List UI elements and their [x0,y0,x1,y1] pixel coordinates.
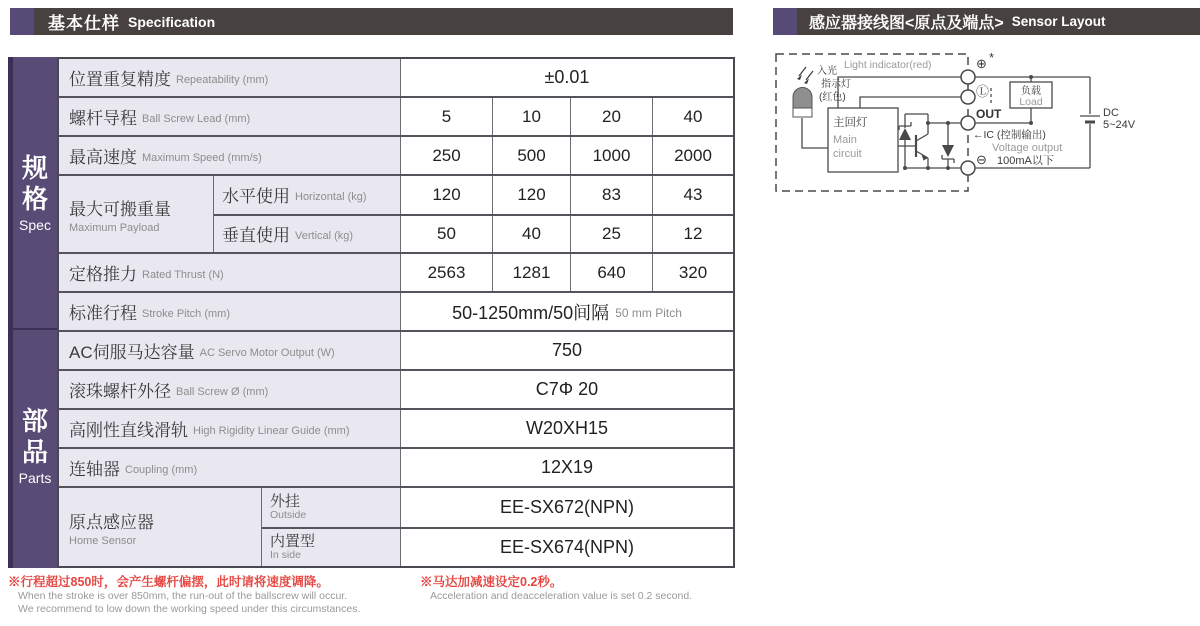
label-zh: 定格推力 [69,265,137,284]
value-cell: W20XH15 [400,410,733,447]
value-cell: 500 [492,137,570,174]
label-en: Rated Thrust (N) [142,268,224,281]
label-zh: 原点感应器 [69,512,154,532]
label-zh: 连轴器 [69,460,120,479]
row-label [59,410,400,447]
footnote-zh: ※行程超过850时，会产生螺杆偏摆，此时请将速度调降。 [8,575,329,589]
sensor-outside-label [262,488,400,527]
label-en: Ball Screw Ø (mm) [176,385,269,398]
sensor-inside-value-row [400,527,733,566]
value-cell: 640 [570,254,652,291]
sensor-section-header [773,8,1200,35]
voltage-output-label: Voltage output [992,142,1063,154]
row-group-label [59,176,213,252]
row-label [59,254,400,291]
spec-header-title-en: Specification [128,13,216,30]
value-cell: 40 [492,216,570,252]
sidebar-spec-label-en: Spec [19,216,51,233]
label-en: Coupling (mm) [125,463,198,476]
minus-terminal-symbol: ⊖ [976,152,987,167]
value-cell: 20 [570,98,652,135]
table-row-servo-motor [59,332,733,371]
value-cell: 50 [400,216,492,252]
sidebar-section-spec [13,57,57,330]
footnote-en-line1: When the stroke is over 850mm, the run-out of the ballscrew will occur. [18,590,348,602]
table-row-max-payload [59,176,733,254]
dc-range-label: 5~24V [1103,119,1136,131]
label-en: AC Servo Motor Output (W) [199,346,335,359]
payload-horizontal-values [400,176,733,214]
payload-values [400,176,733,252]
footnote-zh: ※马达加减速设定0.2秒。 [420,575,563,589]
spec-table [8,57,735,568]
label-en: Repeatability (mm) [176,73,269,86]
label-en: Maximum Speed (mm/s) [142,151,262,164]
label-en: Outside [270,509,307,521]
value-cell: 750 [400,332,733,369]
load-label-en: Load [1019,96,1043,108]
label-en: Horizontal (kg) [295,190,367,203]
table-row-home-sensor [59,488,733,566]
footnote-stroke-warning [8,574,360,616]
value-cell: ±0.01 [400,59,733,96]
footnote-acceleration [420,574,692,603]
dc-label: DC [1103,107,1119,119]
value-cell: EE-SX674(NPN) [400,529,733,566]
label-en: In side [270,549,301,561]
plus-terminal-symbol: ⊕ [976,56,987,71]
row-label [59,371,400,408]
value-cell: 43 [652,176,733,214]
footnote-en-line2: We recommend to low down the working speed under this circumstances. [18,603,361,615]
label-en: Home Sensor [69,534,137,547]
sensor-wiring-diagram [770,50,1180,200]
sidebar-section-parts [13,330,57,562]
main-circuit-label-en1: Main [833,134,857,146]
payload-sub-labels [213,176,400,252]
sidebar-parts-label-zh: 部品 [21,406,48,467]
sidebar-parts-label-en: Parts [18,470,52,486]
label-zh: 外挂 [270,493,301,510]
spec-header-title-zh: 基本仕样 [48,14,120,33]
table-row-linear-guide [59,410,733,449]
label-zh: AC伺服马达容量 [69,343,195,362]
table-row-coupling [59,449,733,488]
light-indicator-label: Light indicator(red) [844,59,932,71]
spec-section-header [10,8,733,35]
table-row-repeatability [59,59,733,98]
value-cell: 40 [652,98,733,135]
stroke-note: 50 mm Pitch [615,306,682,320]
incident-label-3: (红色) [819,92,846,103]
label-zh: 最高速度 [69,148,137,167]
label-en: Stroke Pitch (mm) [142,307,231,320]
label-zh: 最大可搬重量 [69,199,171,219]
sensor-inside-label [262,527,400,566]
row-label [59,59,400,96]
row-label [59,98,400,135]
main-circuit-label-zh: 主回灯 [833,117,868,129]
header-accent-square [10,8,34,35]
sensor-header-title-zh: 感应器接线图<原点及端点> [809,15,1004,32]
row-label [59,449,400,486]
value-cell: 5 [400,98,492,135]
value-cell: 12X19 [400,449,733,486]
value-cell: 1281 [492,254,570,291]
value-cell: 250 [400,137,492,174]
label-zh: 螺杆导程 [69,109,137,128]
label-en: Ball Screw Lead (mm) [142,112,251,125]
value-cell: 83 [570,176,652,214]
label-en: Maximum Payload [69,221,160,234]
payload-vertical-label [214,214,400,252]
label-zh: 水平使用 [222,187,290,207]
table-row-stroke-pitch [59,293,733,332]
spec-table-body [57,57,735,568]
ic-control-note: ←IC (控制输出) [973,129,1046,141]
sensor-outside-value-row [400,488,733,527]
value-cell: 2000 [652,137,733,174]
led-icon [793,88,812,117]
label-zh: 位置重复精度 [69,70,171,89]
value-cell: 10 [492,98,570,135]
footnote-en-line1: Acceleration and deacceleration value is set 0.2 second. [430,590,693,602]
label-zh: 内置型 [270,533,316,550]
label-en: Vertical (kg) [295,229,354,242]
table-row-rated-thrust [59,254,733,293]
sensor-values [400,488,733,566]
incident-label-1: 入光 [817,66,837,77]
main-circuit-label-en2: circuit [833,148,862,160]
value-cell: 1000 [570,137,652,174]
stroke-value: 50-1250mm/50间隔 [452,302,610,323]
asterisk-mark: * [989,50,995,65]
sidebar [8,57,57,568]
row-label [59,293,400,330]
payload-horizontal-label [214,176,400,214]
out-terminal-label: OUT [976,107,1002,121]
sidebar-spec-label-zh: 规格 [21,152,48,214]
row-label [59,137,400,174]
value-cell: 320 [652,254,733,291]
table-row-max-speed [59,137,733,176]
label-zh: 标准行程 [69,304,137,323]
header-accent-square [773,8,797,35]
label-zh: 垂直使用 [222,226,290,246]
value-cell: EE-SX672(NPN) [400,488,733,527]
l-terminal-symbol: Ⓛ [976,84,990,99]
row-group-label [59,488,261,566]
table-row-ball-screw-od [59,371,733,410]
value-cell: 120 [492,176,570,214]
sensor-header-title-en: Sensor Layout [1011,14,1106,29]
current-limit-label: 100mA以下 [997,155,1054,167]
value-cell: 2563 [400,254,492,291]
incident-light-arrows [797,67,813,84]
payload-vertical-values [400,214,733,252]
table-row-ball-screw-lead [59,98,733,137]
dc-battery-icon [1080,116,1100,122]
row-label [59,332,400,369]
value-cell: 25 [570,216,652,252]
value-cell: C7Φ 20 [400,371,733,408]
transistor-icon [916,134,928,161]
incident-label-2: 指示灯 [821,79,851,90]
label-zh: 高刚性直线滑轨 [69,421,188,440]
sensor-sub-labels [261,488,400,566]
value-cell: 12 [652,216,733,252]
load-label-zh: 负载 [1021,86,1041,97]
label-en: High Rigidity Linear Guide (mm) [193,424,350,437]
value-cell: 120 [400,176,492,214]
label-zh: 滚珠螺杆外径 [69,382,171,401]
value-cell [400,293,733,330]
